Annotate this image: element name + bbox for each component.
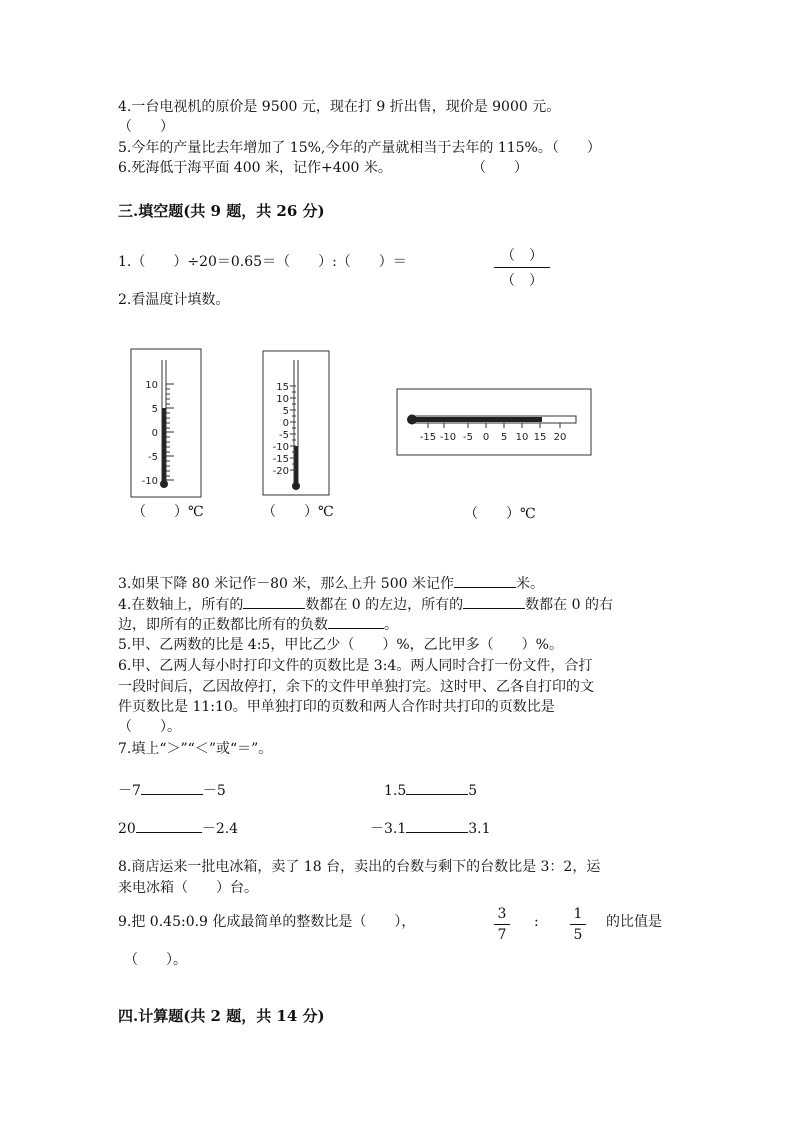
fill-q3-blank[interactable] <box>454 573 516 588</box>
fraction-denominator: 5 <box>573 927 583 943</box>
fill-q6-line3: 件页数比是 11:10。甲单独打印的页数和两人合作时共打印的页数比是 <box>118 699 555 715</box>
t3-tick: 10 <box>515 432 529 443</box>
fill-q4-blank2[interactable] <box>463 594 525 609</box>
fill-q4-text3: 数都在 0 的右 <box>525 597 613 613</box>
compare-left: 20 <box>118 821 136 837</box>
thermo-1-answer[interactable]: （ ）℃ <box>132 504 204 520</box>
fill-q2: 2.看温度计填数。 <box>118 292 230 308</box>
thermometer-3 <box>396 388 592 456</box>
t2-tick: 10 <box>276 394 289 405</box>
judge-q4: 4.一台电视机的原价是 9500 元，现在打 9 折出售，现价是 9000 元。 <box>118 99 561 115</box>
t3-tick: 5 <box>500 432 508 443</box>
t1-tick: -5 <box>148 452 158 463</box>
fill-q4-blank3[interactable] <box>328 614 384 629</box>
fill-q3-text: 3.如果下降 80 米记作－80 米，那么上升 500 米记作 <box>118 576 454 592</box>
t3-tick: -10 <box>439 432 457 443</box>
compare-blank[interactable] <box>406 780 468 795</box>
ratio-colon: : <box>534 914 539 930</box>
fill-q4-text1: 4.在数轴上，所有的 <box>118 597 244 613</box>
fill-q6-paren[interactable]: （ ）。 <box>118 719 181 735</box>
t3-tick: 15 <box>533 432 547 443</box>
fill-q4-text2: 数都在 0 的左边，所有的 <box>305 597 464 613</box>
thermometer-1 <box>130 348 202 498</box>
t1-tick: 5 <box>151 404 158 415</box>
compare-right: －5 <box>202 783 226 799</box>
fill-q3-unit: 米。 <box>515 576 544 592</box>
t1-tick: 10 <box>145 380 158 391</box>
t3-tick: -15 <box>419 432 437 443</box>
t3-tick: 20 <box>553 432 567 443</box>
fill-q9-line1: 9.把 0.45:0.9 化成最简单的整数比是（ ）， <box>118 914 416 930</box>
compare-3 <box>118 818 238 838</box>
compare-1 <box>118 780 226 800</box>
compare-left: 1.5 <box>384 783 407 799</box>
t2-tick: 5 <box>282 406 289 417</box>
fill-q1-frac-bottom[interactable]: （ ） <box>501 273 543 289</box>
compare-right: －2.4 <box>201 821 239 837</box>
compare-right: 3.1 <box>468 821 491 837</box>
fill-q1-frac-top[interactable]: （ ） <box>501 248 543 264</box>
fill-q4-blank1[interactable] <box>243 594 305 609</box>
t2-tick: -5 <box>279 430 289 441</box>
t2-tick: -10 <box>272 442 289 453</box>
fraction-bar <box>494 924 510 925</box>
compare-left: －3.1 <box>370 821 407 837</box>
compare-2 <box>384 780 477 800</box>
fill-q9-paren[interactable]: （ ）。 <box>124 952 187 968</box>
fraction-numerator: 1 <box>573 906 583 922</box>
section4-title: 四.计算题(共 2 题，共 14 分) <box>118 1007 325 1025</box>
judge-q4-paren[interactable]: （ ） <box>118 119 174 135</box>
fraction-1-5 <box>570 906 586 943</box>
t1-tick: 0 <box>151 428 158 439</box>
judge-q5: 5.今年的产量比去年增加了 15%,今年的产量就相当于去年的 115%。（ ） <box>118 140 601 156</box>
fill-q3 <box>118 573 544 593</box>
fraction-bar <box>494 267 550 268</box>
fill-q9-ratio-text: 的比值是 <box>606 914 662 930</box>
compare-left: －7 <box>118 783 141 799</box>
judge-q6-paren[interactable]: （ ） <box>472 160 528 176</box>
thermo-3-answer[interactable]: （ ）℃ <box>464 506 536 522</box>
section3-title: 三.填空题(共 9 题，共 26 分) <box>118 202 325 220</box>
compare-4 <box>370 818 491 838</box>
compare-blank[interactable] <box>136 818 202 833</box>
fill-q6-line2: 一段时间后，乙因故停打，余下的文件甲单独打完。这时甲、乙各自打印的文 <box>118 679 594 695</box>
t2-tick: -15 <box>272 454 289 465</box>
fill-q4-text4: 边，即所有的正数都比所有的负数 <box>118 617 328 633</box>
fraction-3-7 <box>494 906 510 943</box>
t2-tick: 0 <box>282 418 289 429</box>
judge-q6: 6.死海低于海平面 400 米，记作+400 米。 <box>118 160 392 176</box>
fill-q1-fraction[interactable] <box>494 245 550 290</box>
thermometer-2 <box>262 350 330 496</box>
fill-q4-text5: 。 <box>384 617 398 633</box>
t2-tick: -20 <box>272 466 289 477</box>
fill-q6-line1: 6.甲、乙两人每小时打印文件的页数比是 3:4。两人同时合打一份文件，合打 <box>118 658 593 674</box>
fill-q8-line1: 8.商店运来一批电冰箱，卖了 18 台，卖出的台数与剩下的台数比是 3：2，运 <box>118 859 601 875</box>
compare-blank[interactable] <box>406 818 468 833</box>
fill-q7: 7.填上“＞”“＜”或“＝”。 <box>118 741 273 757</box>
fill-q5: 5.甲、乙两数的比是 4:5，甲比乙少（ ）%，乙比甲多（ ）%。 <box>118 637 563 653</box>
fill-q1: 1.（ ）÷20＝0.65＝（ ）:（ ）＝ <box>118 254 407 270</box>
fraction-denominator: 7 <box>497 927 507 943</box>
fill-q8-line2: 来电冰箱（ ）台。 <box>118 880 258 896</box>
fraction-bar <box>570 924 586 925</box>
t1-tick: -10 <box>141 476 158 487</box>
fill-q4-line2 <box>118 614 398 634</box>
compare-blank[interactable] <box>141 780 203 795</box>
compare-right: 5 <box>468 783 478 799</box>
t2-tick: 15 <box>276 382 289 393</box>
fill-q4-line1 <box>118 594 613 614</box>
fraction-numerator: 3 <box>497 906 507 922</box>
t3-tick: 0 <box>482 432 490 443</box>
t3-tick: -5 <box>463 432 473 443</box>
thermo-2-answer[interactable]: （ ）℃ <box>262 504 334 520</box>
